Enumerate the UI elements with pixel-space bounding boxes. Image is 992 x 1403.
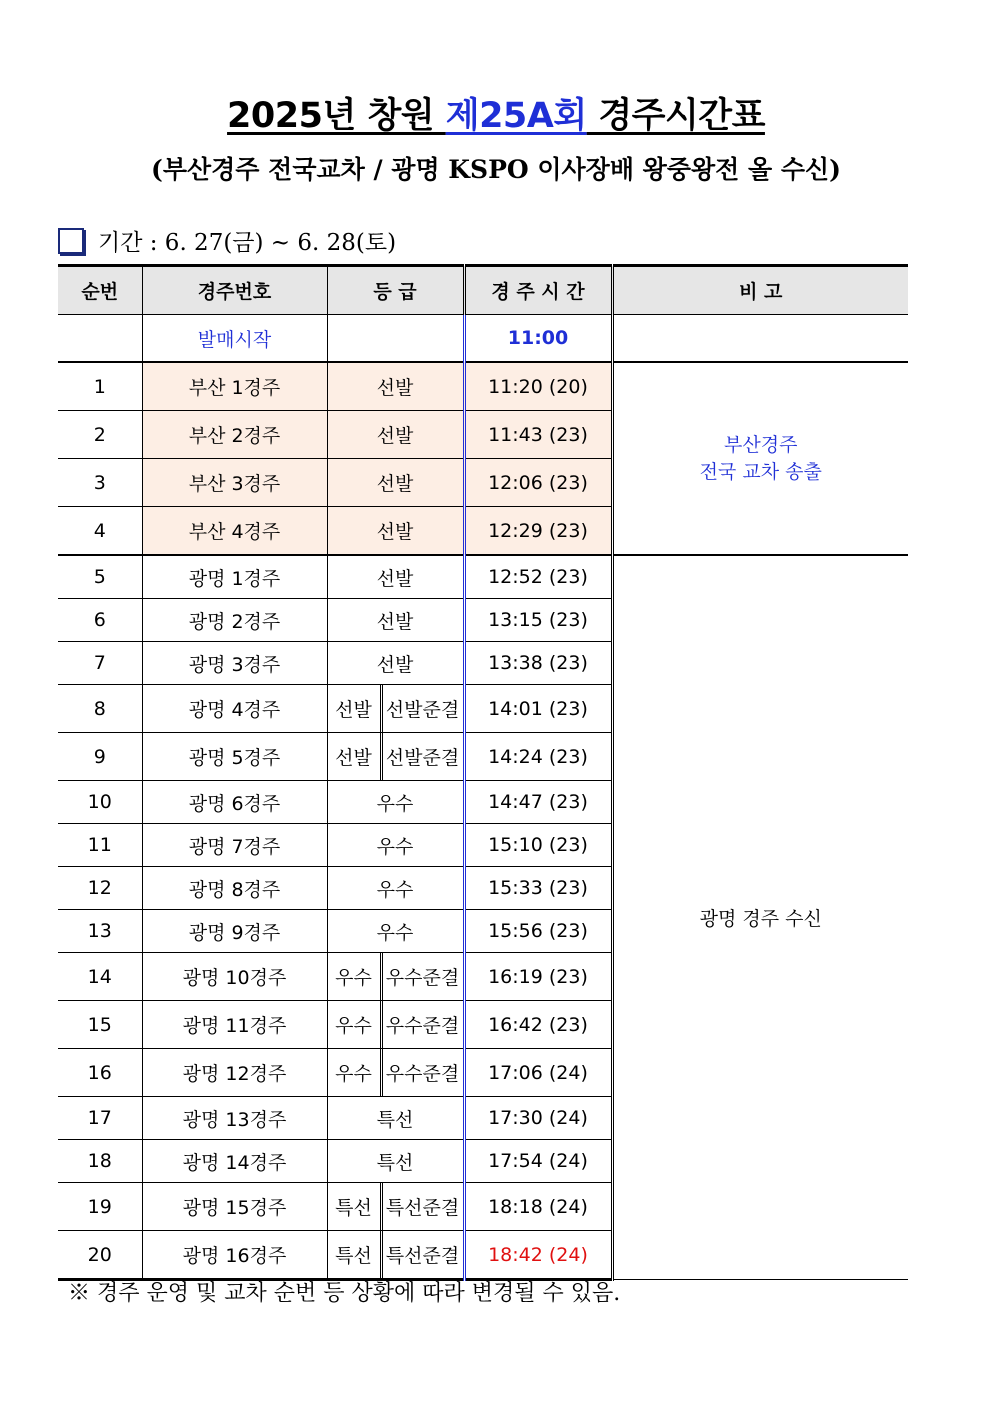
race-grade: 선발 <box>327 411 464 459</box>
grade-secondary: 우수준결 <box>385 1063 460 1085</box>
row-number: 2 <box>58 411 142 459</box>
grade-secondary: 우수준결 <box>385 967 460 989</box>
sale-grade <box>327 315 464 363</box>
row-number: 16 <box>58 1049 142 1097</box>
sale-label: 발매시작 <box>142 315 327 363</box>
race-name: 광명 14경주 <box>142 1140 327 1183</box>
page-title <box>0 88 992 138</box>
race-time: 12:29 (23) <box>464 507 612 556</box>
race-time: 15:56 (23) <box>464 910 612 953</box>
race-name: 광명 2경주 <box>142 599 327 642</box>
race-time: 12:52 (23) <box>464 555 612 599</box>
race-grade: 선발 <box>327 362 464 411</box>
race-grade: 우수 <box>327 910 464 953</box>
race-grade: 우수 <box>327 824 464 867</box>
race-name: 부산 3경주 <box>142 459 327 507</box>
race-time: 13:38 (23) <box>464 642 612 685</box>
race-grade: 우수 <box>327 781 464 824</box>
race-grade: 우수 <box>327 867 464 910</box>
row-number: 1 <box>58 362 142 411</box>
row-number: 7 <box>58 642 142 685</box>
race-name: 부산 4경주 <box>142 507 327 556</box>
period-text: 기간 : 6. 27(금) ~ 6. 28(토) <box>98 230 397 256</box>
schedule-body <box>58 315 908 1280</box>
race-time: 18:18 (24) <box>464 1183 612 1231</box>
row-number: 10 <box>58 781 142 824</box>
race-name: 광명 10경주 <box>142 953 327 1001</box>
checkbox-icon <box>58 228 84 254</box>
grade-secondary: 우수준결 <box>385 1015 460 1037</box>
row-number: 17 <box>58 1097 142 1140</box>
grade-primary: 선발 <box>328 733 383 780</box>
race-grade: 선발 <box>327 642 464 685</box>
title-part1: 2025년 창원 <box>227 96 446 136</box>
grade-split <box>328 685 463 732</box>
grade-split <box>328 953 463 1000</box>
sale-time: 11:00 <box>464 315 612 363</box>
race-name: 광명 1경주 <box>142 555 327 599</box>
race-grade: 특선 <box>327 1097 464 1140</box>
period-line <box>58 224 396 257</box>
grade-split <box>328 733 463 780</box>
race-grade <box>327 1001 464 1049</box>
race-name: 광명 15경주 <box>142 1183 327 1231</box>
race-name: 광명 6경주 <box>142 781 327 824</box>
table-row <box>58 555 908 599</box>
race-time: 17:30 (24) <box>464 1097 612 1140</box>
race-grade <box>327 1049 464 1097</box>
sale-no <box>58 315 142 363</box>
race-name: 광명 4경주 <box>142 685 327 733</box>
race-time: 13:15 (23) <box>464 599 612 642</box>
footnote: ※ 경주 운영 및 교차 순번 등 상황에 따라 변경될 수 있음. <box>68 1281 621 1306</box>
race-name: 광명 5경주 <box>142 733 327 781</box>
grade-secondary: 선발준결 <box>385 747 460 769</box>
grade-split <box>328 1231 463 1278</box>
grade-split <box>328 1183 463 1230</box>
grade-primary: 특선 <box>328 1183 383 1230</box>
row-number: 11 <box>58 824 142 867</box>
race-name: 광명 9경주 <box>142 910 327 953</box>
row-number: 15 <box>58 1001 142 1049</box>
page-subtitle: (부산경주 전국교차 / 광명 KSPO 이사장배 왕중왕전 올 수신) <box>151 155 841 184</box>
race-time: 15:10 (23) <box>464 824 612 867</box>
race-grade <box>327 1231 464 1280</box>
race-grade <box>327 1183 464 1231</box>
sale-start-row <box>58 315 908 363</box>
grade-split <box>328 1001 463 1048</box>
race-name: 부산 1경주 <box>142 362 327 411</box>
race-grade <box>327 733 464 781</box>
row-number: 5 <box>58 555 142 599</box>
race-grade: 선발 <box>327 599 464 642</box>
grade-primary: 선발 <box>328 685 383 732</box>
race-grade: 선발 <box>327 555 464 599</box>
race-name: 광명 7경주 <box>142 824 327 867</box>
busan-note-line1: 부산경주 <box>724 433 798 456</box>
race-time: 15:33 (23) <box>464 867 612 910</box>
race-grade: 선발 <box>327 507 464 556</box>
grade-primary: 우수 <box>328 953 383 1000</box>
title-part2: 경주시간표 <box>586 96 765 136</box>
row-number: 8 <box>58 685 142 733</box>
race-time: 12:06 (23) <box>464 459 612 507</box>
race-time: 17:06 (24) <box>464 1049 612 1097</box>
race-name: 광명 16경주 <box>142 1231 327 1280</box>
busan-note-line2: 전국 교차 송출 <box>699 460 822 483</box>
race-name: 광명 3경주 <box>142 642 327 685</box>
grade-secondary: 특선준결 <box>385 1197 460 1219</box>
race-grade: 선발 <box>327 459 464 507</box>
table-row <box>58 362 908 411</box>
row-number: 4 <box>58 507 142 556</box>
race-name: 광명 11경주 <box>142 1001 327 1049</box>
grade-primary: 특선 <box>328 1231 383 1278</box>
race-time: 14:24 (23) <box>464 733 612 781</box>
header-grade: 등 급 <box>327 266 464 315</box>
race-name: 광명 12경주 <box>142 1049 327 1097</box>
race-grade <box>327 685 464 733</box>
header-time: 경 주 시 간 <box>464 266 612 315</box>
row-number: 6 <box>58 599 142 642</box>
grade-secondary: 선발준결 <box>385 699 460 721</box>
race-time: 16:19 (23) <box>464 953 612 1001</box>
race-grade <box>327 953 464 1001</box>
row-number: 12 <box>58 867 142 910</box>
title-highlight: 제25A회 <box>445 96 587 136</box>
race-time: 17:54 (24) <box>464 1140 612 1183</box>
row-number: 20 <box>58 1231 142 1280</box>
race-time: 16:42 (23) <box>464 1001 612 1049</box>
row-number: 18 <box>58 1140 142 1183</box>
race-name: 광명 8경주 <box>142 867 327 910</box>
schedule-table <box>58 264 908 1281</box>
table-header-row <box>58 266 908 315</box>
race-time: 14:47 (23) <box>464 781 612 824</box>
race-grade: 특선 <box>327 1140 464 1183</box>
race-name: 광명 13경주 <box>142 1097 327 1140</box>
row-number: 13 <box>58 910 142 953</box>
header-no: 순번 <box>58 266 142 315</box>
gwangmyeong-note: 광명 경주 수신 <box>612 555 908 1280</box>
row-number: 19 <box>58 1183 142 1231</box>
row-number: 9 <box>58 733 142 781</box>
race-time: 18:42 (24) <box>464 1231 612 1280</box>
grade-primary: 우수 <box>328 1001 383 1048</box>
header-race: 경주번호 <box>142 266 327 315</box>
busan-note <box>612 362 908 555</box>
race-time: 14:01 (23) <box>464 685 612 733</box>
row-number: 3 <box>58 459 142 507</box>
header-note: 비 고 <box>612 266 908 315</box>
race-time: 11:43 (23) <box>464 411 612 459</box>
grade-secondary: 특선준결 <box>385 1245 460 1267</box>
race-time: 11:20 (20) <box>464 362 612 411</box>
grade-primary: 우수 <box>328 1049 383 1096</box>
race-name: 부산 2경주 <box>142 411 327 459</box>
grade-split <box>328 1049 463 1096</box>
sale-note <box>612 315 908 363</box>
row-number: 14 <box>58 953 142 1001</box>
